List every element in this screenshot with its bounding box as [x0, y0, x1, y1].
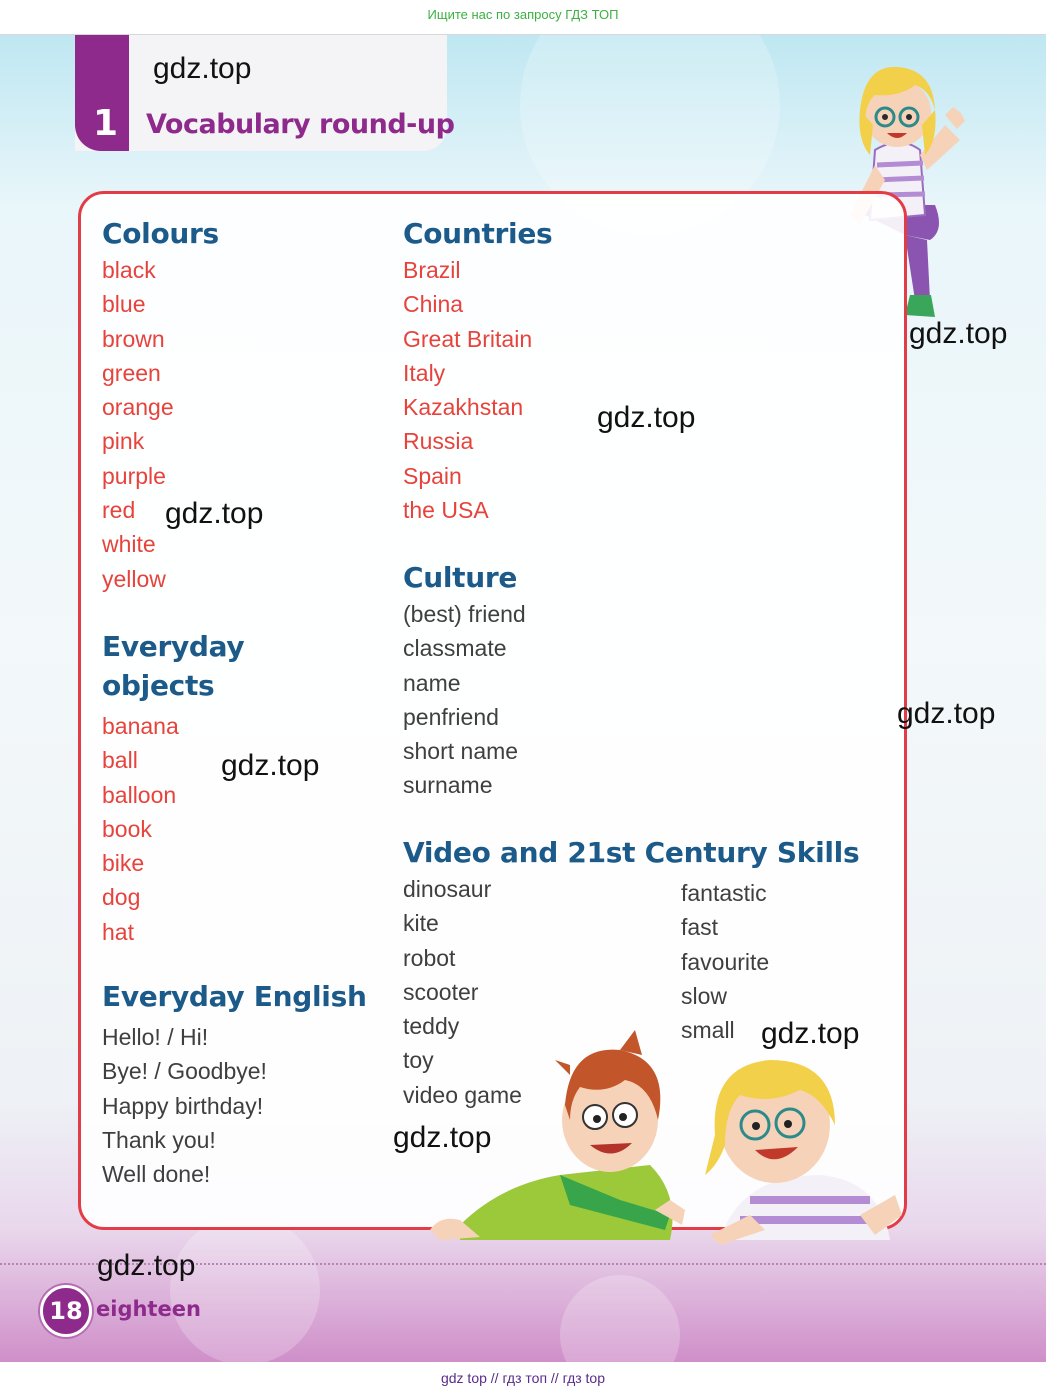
list-item: Happy birthday!	[102, 1092, 264, 1119]
list-item: ball	[102, 747, 138, 774]
list-item: short name	[403, 738, 519, 765]
decor-bubble	[170, 1215, 320, 1362]
countries-list	[403, 253, 703, 527]
list-item: white	[102, 531, 156, 558]
textbook-page	[0, 35, 1046, 1362]
page-number: 18	[40, 1285, 92, 1337]
video-skills-heading: Video and 21st Century Skills	[403, 836, 860, 869]
list-item: scooter	[403, 978, 479, 1005]
list-item: robot	[403, 944, 456, 971]
list-item: slow	[681, 982, 728, 1009]
everyday-objects-heading-line1: Everyday	[102, 630, 245, 663]
colours-list	[102, 253, 392, 596]
everyday-objects-section	[102, 627, 392, 949]
list-item: Well done!	[102, 1161, 211, 1188]
list-item: Spain	[403, 462, 462, 489]
list-item: Russia	[403, 428, 474, 455]
list-item: Thank you!	[102, 1126, 216, 1153]
page-title: Vocabulary round-up	[146, 109, 455, 140]
list-item: Hello! / Hi!	[102, 1024, 209, 1050]
watermark: gdz.top	[165, 497, 264, 530]
top-notice[interactable]: Ищите нас по запросу ГДЗ ТОП	[0, 0, 1046, 35]
list-item: black	[102, 257, 156, 283]
list-item: red	[102, 497, 136, 524]
list-item: (best) friend	[403, 601, 526, 627]
watermark: gdz.top	[597, 401, 696, 434]
watermark: gdz.top	[909, 317, 1008, 350]
list-item: video game	[403, 1081, 522, 1108]
list-item: surname	[403, 772, 493, 799]
list-item: bike	[102, 850, 145, 877]
watermark: gdz.top	[761, 1017, 860, 1050]
list-item: balloon	[102, 781, 177, 808]
decor-bubble	[560, 1275, 680, 1362]
everyday-english-heading: Everyday English	[102, 980, 367, 1013]
list-item: Italy	[403, 359, 446, 386]
list-item: the USA	[403, 497, 489, 524]
bottom-notice[interactable]: gdz top // гдз топ // гдз top	[0, 1363, 1046, 1397]
list-item: toy	[403, 1047, 434, 1074]
list-item: dinosaur	[403, 876, 492, 902]
list-item: pink	[102, 428, 145, 455]
watermark: gdz.top	[97, 1249, 196, 1282]
watermark: gdz.top	[153, 52, 252, 85]
countries-section	[403, 214, 703, 527]
everyday-objects-heading-line2: objects	[102, 669, 215, 702]
list-item: favourite	[681, 948, 770, 975]
everyday-english-list	[102, 1020, 402, 1191]
list-item: Kazakhstan	[403, 394, 524, 421]
list-item: penfriend	[403, 703, 499, 730]
list-item: fast	[681, 914, 719, 941]
list-item: banana	[102, 713, 179, 739]
countries-heading: Countries	[403, 217, 553, 250]
list-item: kite	[403, 910, 439, 937]
everyday-objects-list	[102, 709, 392, 949]
watermark: gdz.top	[897, 697, 996, 730]
list-item: brown	[102, 325, 165, 352]
list-item: green	[102, 359, 161, 386]
watermark: gdz.top	[393, 1121, 492, 1154]
list-item: Brazil	[403, 257, 461, 283]
list-item: blue	[102, 291, 146, 318]
list-item: dog	[102, 884, 141, 911]
list-item: fantastic	[681, 880, 767, 906]
kids-illustration	[420, 1025, 905, 1245]
unit-number: 1	[93, 103, 119, 144]
colours-section	[102, 214, 392, 596]
list-item: China	[403, 291, 464, 318]
list-item: teddy	[403, 1013, 460, 1040]
list-item: classmate	[403, 635, 507, 662]
list-item: Bye! / Goodbye!	[102, 1058, 267, 1085]
watermark: gdz.top	[221, 749, 320, 782]
list-item: purple	[102, 462, 166, 489]
list-item: small	[681, 1017, 735, 1044]
list-item: hat	[102, 918, 134, 945]
page-number-word: eighteen	[96, 1297, 201, 1321]
list-item: Great Britain	[403, 325, 533, 352]
culture-list	[403, 597, 703, 803]
list-item: yellow	[102, 565, 166, 592]
culture-heading: Culture	[403, 561, 518, 594]
everyday-english-section	[102, 977, 402, 1191]
list-item: name	[403, 669, 461, 696]
culture-section	[403, 558, 703, 803]
colours-heading: Colours	[102, 217, 219, 250]
list-item: book	[102, 815, 152, 842]
list-item: orange	[102, 394, 174, 421]
